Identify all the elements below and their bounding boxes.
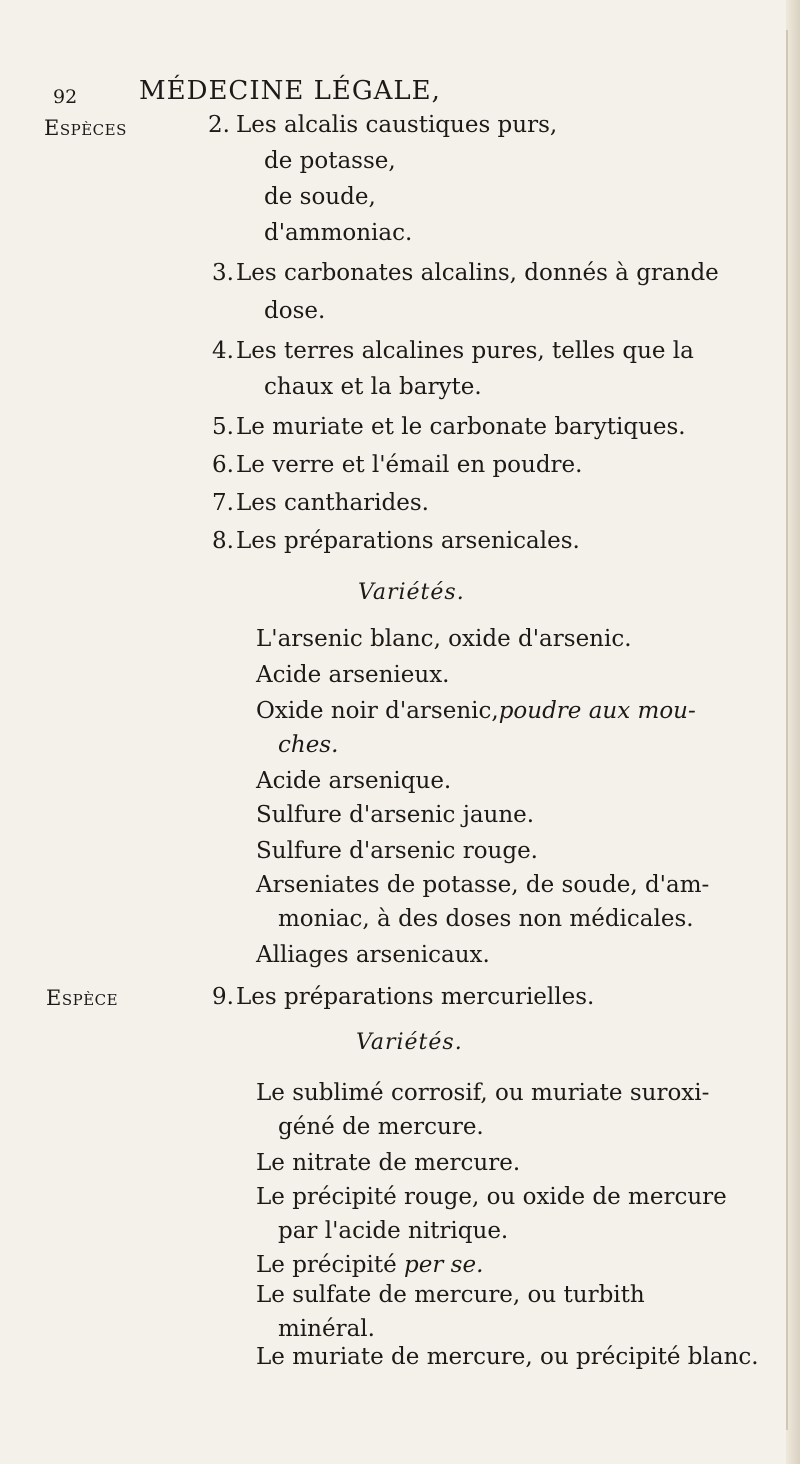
- variety-line: Le sulfate de mercure, ou turbith: [256, 1282, 645, 1308]
- varieties-heading: Variétés.: [358, 580, 465, 605]
- item-line: de soude,: [264, 184, 376, 210]
- running-header: MÉDECINE LÉGALE,: [139, 76, 441, 106]
- item-line: Le muriate et le carbonate barytiques.: [236, 414, 686, 440]
- item-line: Les terres alcalines pures, telles que la: [236, 338, 694, 364]
- variety-line: ches.: [278, 732, 339, 758]
- item-line: Les alcalis caustiques purs,: [236, 112, 558, 138]
- item-line: dose.: [264, 298, 326, 324]
- variety-line: Arseniates de potasse, de soude, d'am-: [256, 872, 710, 898]
- page-fold: [786, 30, 788, 1430]
- variety-line: Le muriate de mercure, ou précipité blanc.: [256, 1344, 759, 1370]
- item-line: d'ammoniac.: [264, 220, 413, 246]
- item-line: Les préparations mercurielles.: [236, 984, 595, 1010]
- item-line: Le verre et l'émail en poudre.: [236, 452, 583, 478]
- variety-line: minéral.: [278, 1316, 375, 1342]
- variety-line: Le précipité rouge, ou oxide de mercure: [256, 1184, 727, 1210]
- variety-line: Acide arsenique.: [256, 768, 452, 794]
- variety-line: L'arsenic blanc, oxide d'arsenic.: [256, 626, 632, 652]
- variety-line: moniac, à des doses non médicales.: [278, 906, 694, 932]
- variety-line: géné de mercure.: [278, 1114, 484, 1140]
- item-line: chaux et la baryte.: [264, 374, 482, 400]
- page-edge: [786, 0, 800, 1464]
- item-number: 5.: [212, 414, 234, 440]
- variety-line: Oxide noir d'arsenic,poudre aux mou-: [256, 698, 696, 724]
- item-number: 4.: [212, 338, 234, 364]
- item-line: Les cantharides.: [236, 490, 429, 516]
- item-number: 8.: [212, 528, 234, 554]
- varieties-heading: Variétés.: [356, 1030, 463, 1055]
- variety-line: par l'acide nitrique.: [278, 1218, 509, 1244]
- variety-line: Alliages arsenicaux.: [256, 942, 490, 968]
- item-number: 3.: [212, 260, 234, 286]
- item-number: 6.: [212, 452, 234, 478]
- variety-line: Le sublimé corrosif, ou muriate suroxi-: [256, 1080, 710, 1106]
- variety-line: Acide arsenieux.: [256, 662, 450, 688]
- item-line: Les préparations arsenicales.: [236, 528, 580, 554]
- item-number: 9.: [212, 984, 234, 1010]
- item-line: Les carbonates alcalins, donnés à grande: [236, 260, 719, 286]
- variety-line: Le nitrate de mercure.: [256, 1150, 521, 1176]
- item-line: de potasse,: [264, 148, 396, 174]
- item-number: 2.: [208, 112, 230, 138]
- variety-line: Sulfure d'arsenic jaune.: [256, 802, 535, 828]
- margin-note-espece: Espèce: [46, 986, 119, 1010]
- variety-line: Le précipité per se.: [256, 1252, 484, 1278]
- margin-note-especes: Espèces: [44, 116, 127, 140]
- item-number: 7.: [212, 490, 234, 516]
- variety-line: Sulfure d'arsenic rouge.: [256, 838, 538, 864]
- page-number: 92: [53, 86, 78, 108]
